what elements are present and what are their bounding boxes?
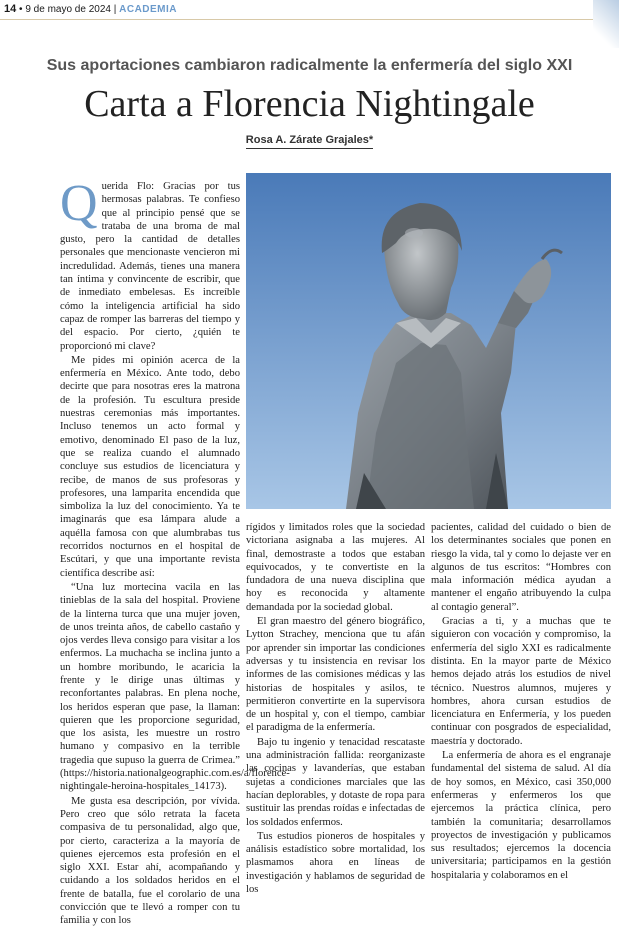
paragraph: El gran maestro del género biográfico, Lytton Strachey, menciona que tu afán por aprender sin importar las condiciones adversas y tu insistencia en revisar los informes de las comisiones médicas y las historias de hospitales y asilos, te permitieron convertirte en la supervisora de un hospital y, con el tiempo, cambiar el paradigma de la enfermería. (246, 616, 425, 734)
drop-cap: Q (60, 175, 98, 232)
header-info (4, 3, 177, 15)
article-subtitle: Sus aportaciones cambiaron radicalmente la enfermería del siglo XXI (46, 57, 573, 74)
paragraph: La enfermería de ahora es el engranaje fundamental del sistema de salud. Al día de hoy somos, en México, casi 350,000 enfermeras y enfermeros los que ejercemos la práctica clínica, pero también la comunitaria; desarrollamos proyectos de investigación y publicamos sus resultados; ejercemos la docencia universitaria; participamos en la gestión hospitalaria y colaboramos en el (431, 750, 611, 881)
paragraph: Bajo tu ingenio y tenacidad rescataste una administración fallida: reorganizaste las cocinas y lavanderías, que estaban sujetas a condiciones marciales que las hacían deplorables, y dotaste de ropa para sustituir las prendas roídas e infectadas de los soldados enfermos. (246, 736, 425, 828)
page-number: 14 (4, 3, 17, 15)
paragraph (60, 175, 240, 353)
paragraph-text: uerida Flo: Gracias por tus hermosas palabras. Te confieso que al principio pensé que se trataba de una broma de mal gusto, pero la cantidad de detalles personales que mencionaste vencieron mi incredulidad. Además, tienes una manera tan íntima y convincente de escribir, que de inmediato embelesas. Es increíble cómo la inteligencia artificial ha sido capaz de romper las barreras del tiempo y del espacio. Por cierto, ¿quién te proporcionó mi clave? (60, 181, 240, 352)
column-3 (431, 521, 611, 883)
paragraph: Gracias a ti, y a muchas que te siguieron con vocación y compromiso, la enfermería del siglo XXI es radicalmente distinta. En la mayor parte de México hemos dejado atrás los estudios de nivel técnico. Nuestros alumnos, mujeres y hombres, ahora cursan estudios de licenciatura en Enfermería, y los pueden continuar con posgrados de especialidad, maestría y doctorado. (431, 616, 611, 747)
paragraph: Tus estudios pioneros de hospitales y análisis estadístico sobre mortalidad, los plasmamos ahora en líneas de investigación y hablamos de seguridad de los (246, 830, 425, 896)
paragraph: pacientes, calidad del cuidado o bien de los determinantes sociales que ponen en riesgo la vida, tal y como lo dejaste ver en algunos de tus escritos: “Hombres con mala información médica ayudan a mantener el engaño atribuyendo la culpa al contagio general”. (431, 522, 611, 613)
paragraph: Me gusta esa descripción, por vívida. Pero creo que sólo retrata la faceta compasiva de tu personalidad, algo que, por cierto, caracteriza a la mayoría de quienes ejercemos esta profesión en el siglo XXI. Estar ahí, acompañando y cuidando a los soldados heridos en el frente de batalla, fue el corolario de una convicción que te llevó a romper con tu familia y con los (60, 795, 240, 927)
header-divider: | (113, 4, 117, 15)
byline (0, 134, 619, 146)
issue-date: 9 de mayo de 2024 (25, 4, 111, 15)
corner-decoration (593, 0, 619, 48)
section-name: ACADEMIA (119, 4, 178, 15)
paragraph-quote: “Una luz mortecina vacila en las tinieblas de la sala del hospital. Proviene de la linterna turca que una mujer joven, de unos treinta años, de cabello castaño y ojos verdes lleva consigo para visitar a los enfermos. La muchacha se inclina junto a un hombre moribundo, le acaricia la frente y le dirige unas últimas y reconfortantes palabras. En plena noche, los heridos esperan que pase, la llaman: quieren que les proporcione seguridad, que los asista, les muestre un rostro humano y compasivo en la terrible tragedia que supuso la guerra de Crimea.” (https://historia.nationalgeographic.com.es/a/florence-nightingale-heroina-hospitales_14173). (60, 581, 290, 793)
header-bullet: • (19, 4, 23, 15)
article-title: Carta a Florencia Nightingale (84, 83, 535, 125)
statue-photo (246, 173, 611, 509)
author-name: Rosa A. Zárate Grajales* (246, 134, 373, 149)
statue-image (246, 173, 611, 509)
paragraph: rígidos y limitados roles que la sociedad victoriana asignaba a las mujeres. Al final, demostraste a todos que estaban equivocados, y te convertiste en la fundadora de una nueva disciplina que hoy es reconocida y altamente demandada por la sociedad global. (246, 522, 425, 613)
paragraph: Me pides mi opinión acerca de la enfermería en México. Ante todo, debo decirte que para nosotras eres la matrona de la profesión. Tu escultura preside nuestras ceremonias más importantes. Incluso tenemos un acto formal y emotivo, denominado El paso de la luz, que se realiza cuando el alumnado concluye sus estudios de licenciatura y recibe, de manos de sus profesoras y profesores, una lamparita encendida que simboliza la luz del conocimiento. Ya te imaginarás que esa lámpara alude a aquélla famosa con que alumbrabas tus recorridos nocturnos en el hospital de Escútari, y que una importante revista científica describe así: (60, 354, 240, 579)
column-1 (60, 175, 290, 929)
column-2 (246, 521, 425, 897)
page-header (0, 0, 619, 20)
